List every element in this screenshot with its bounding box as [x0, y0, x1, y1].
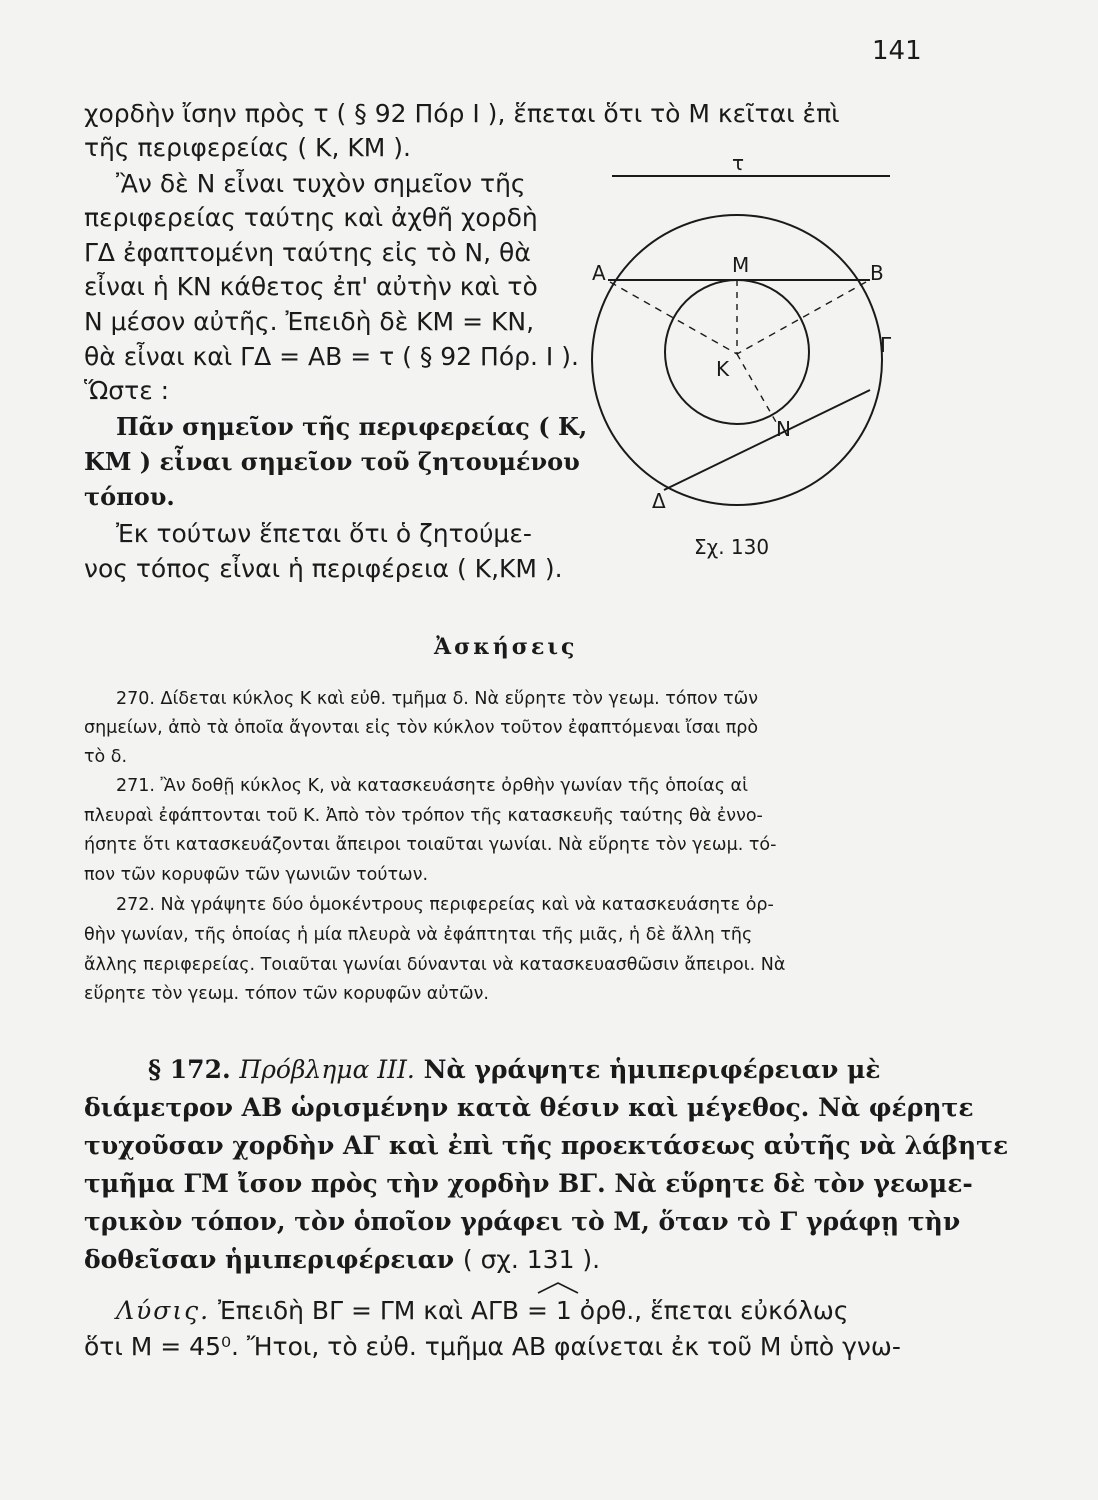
angle-hat-icon — [536, 1281, 580, 1295]
solution-label: Λύσις. — [116, 1296, 211, 1325]
exercise-line: πλευραὶ ἐφάπτονται τοῦ Κ. Ἀπὸ τὸν τρόπον τῆς κατασκευῆς ταύτης θὰ ἐννο- — [84, 806, 763, 826]
label-b: Β — [870, 261, 884, 285]
problem-number: § 172. — [148, 1055, 231, 1084]
exercise-line: τὸ δ. — [84, 747, 128, 767]
exercise-line: 271. Ἂν δοθῇ κύκλος Κ, νὰ κατασκευάσητε ὀρθὴν γωνίαν τῆς ὁποίας αἱ — [116, 776, 748, 796]
text-line: περιφερείας ταύτης καὶ ἀχθῆ χορδὴ — [84, 203, 538, 232]
text-line: Ἐκ τούτων ἕπεται ὅτι ὁ ζητούμε- — [116, 519, 532, 548]
exercise-line: ἄλλης περιφερείας. Τοιαῦται γωνίαι δύνανται νὰ κατασκευασθῶσιν ἄπειροι. Νὰ — [84, 955, 786, 975]
text-line: τῆς περιφερείας ( Κ, ΚΜ ). — [84, 133, 411, 162]
problem-reference: ( σχ. 131 ). — [462, 1245, 601, 1274]
label-a: Α — [592, 261, 606, 285]
problem-heading — [148, 1052, 881, 1088]
problem-label: Πρόβλημα ΙΙΙ. — [239, 1055, 415, 1084]
problem-last-bold: δοθεῖσαν ἡμιπεριφέρειαν — [84, 1245, 455, 1274]
text-line: ΓΔ ἐφαπτομένη ταύτης εἰς τὸ Ν, θὰ — [84, 238, 531, 267]
solution-line-2: ὅτι Μ = 45⁰. Ἤτοι, τὸ εὐθ. τμῆμα ΑΒ φαίνεται ἐκ τοῦ Μ ὑπὸ γνω- — [84, 1332, 901, 1361]
exercise-line: εὕρητε τὸν γεωμ. τόπον τῶν κορυφῶν αὐτῶν. — [84, 984, 489, 1004]
problem-line: διάμετρον ΑΒ ὡρισμένην κατὰ θέσιν καὶ μέγεθος. Νὰ φέρητε — [84, 1093, 974, 1122]
label-n: Ν — [776, 417, 791, 441]
text-line: θὰ εἶναι καὶ ΓΔ = ΑΒ = τ ( § 92 Πόρ. Ι ). — [84, 342, 579, 371]
exercise-line: ήσητε ὅτι κατασκευάζονται ἄπειροι τοιαῦται γωνίαι. Νὰ εὕρητε τὸν γεωμ. τό- — [84, 835, 777, 855]
text-line: Ἂν δὲ Ν εἶναι τυχὸν σημεῖον τῆς — [116, 169, 526, 198]
text-line: Ὥστε : — [84, 376, 170, 405]
exercise-line: 272. Νὰ γράψητε δύο ὁμοκέντρους περιφερείας καὶ νὰ κατασκευάσητε ὀρ- — [116, 895, 774, 915]
exercise-line: σημείων, ἀπὸ τὰ ὁποῖα ἄγονται εἰς τὸν κύκλον τοῦτον ἐφαπτόμεναι ἴσαι πρὸ — [84, 718, 759, 738]
solution-line — [116, 1294, 849, 1328]
exercise-line: θὴν γωνίαν, τῆς ὁποίας ἡ μία πλευρὰ νὰ ἐφάπτηται τῆς μιᾶς, ἡ δὲ ἄλλη τῆς — [84, 925, 753, 945]
bold-line: ΚΜ ) εἶναι σημεῖον τοῦ ζητουμένου — [84, 447, 580, 476]
page-number: 141 — [872, 36, 922, 66]
label-d: Δ — [652, 489, 666, 513]
problem-first-line: Νὰ γράψητε ἡμιπεριφέρειαν μὲ — [423, 1055, 881, 1084]
exercise-line: 270. Δίδεται κύκλος Κ καὶ εὐθ. τμῆμα δ. Νὰ εὕρητε τὸν γεωμ. τόπον τῶν — [116, 689, 759, 709]
problem-last-line — [84, 1242, 600, 1278]
solution-text: Ἐπειδὴ ΒΓ = ΓΜ καὶ ΑΓΒ = 1 ὀρθ., ἕπεται εὐκόλως — [218, 1296, 849, 1325]
text-line: Ν μέσον αὐτῆς. Ἐπειδὴ δὲ ΚΜ = ΚΝ, — [84, 307, 535, 336]
figure-130 — [580, 140, 910, 580]
label-m: Μ — [732, 253, 750, 277]
problem-line: τυχοῦσαν χορδὴν ΑΓ καὶ ἐπὶ τῆς προεκτάσεως αὐτῆς νὰ λάβητε — [84, 1131, 1009, 1160]
figure-caption: Σχ. 130 — [694, 535, 770, 559]
bold-line: Πᾶν σημεῖον τῆς περιφερείας ( Κ, — [116, 412, 588, 441]
label-g: Γ — [880, 333, 892, 357]
text-line: χορδὴν ἴσην πρὸς τ ( § 92 Πόρ Ι ), ἕπεται ὅτι τὸ Μ κεῖται ἐπὶ — [84, 99, 840, 128]
label-k: Κ — [716, 357, 730, 381]
exercise-line: πον τῶν κορυφῶν τῶν γωνιῶν τούτων. — [84, 865, 429, 885]
text-line: νος τόπος εἶναι ἡ περιφέρεια ( Κ,ΚΜ ). — [84, 554, 563, 583]
bold-line: τόπου. — [84, 482, 175, 511]
problem-line: τρικὸν τόπον, τὸν ὁποῖον γράφει τὸ Μ, ὅταν τὸ Γ γράφῃ τὴν — [84, 1207, 961, 1236]
exercises-heading: Ἀσκήσεις — [434, 634, 578, 660]
text-line: εἶναι ἡ ΚΝ κάθετος ἐπ' αὐτὴν καὶ τὸ — [84, 272, 538, 301]
label-t: τ — [732, 151, 745, 175]
problem-line: τμῆμα ΓΜ ἴσον πρὸς τὴν χορδὴν ΒΓ. Νὰ εὕρητε δὲ τὸν γεωμε- — [84, 1169, 973, 1198]
